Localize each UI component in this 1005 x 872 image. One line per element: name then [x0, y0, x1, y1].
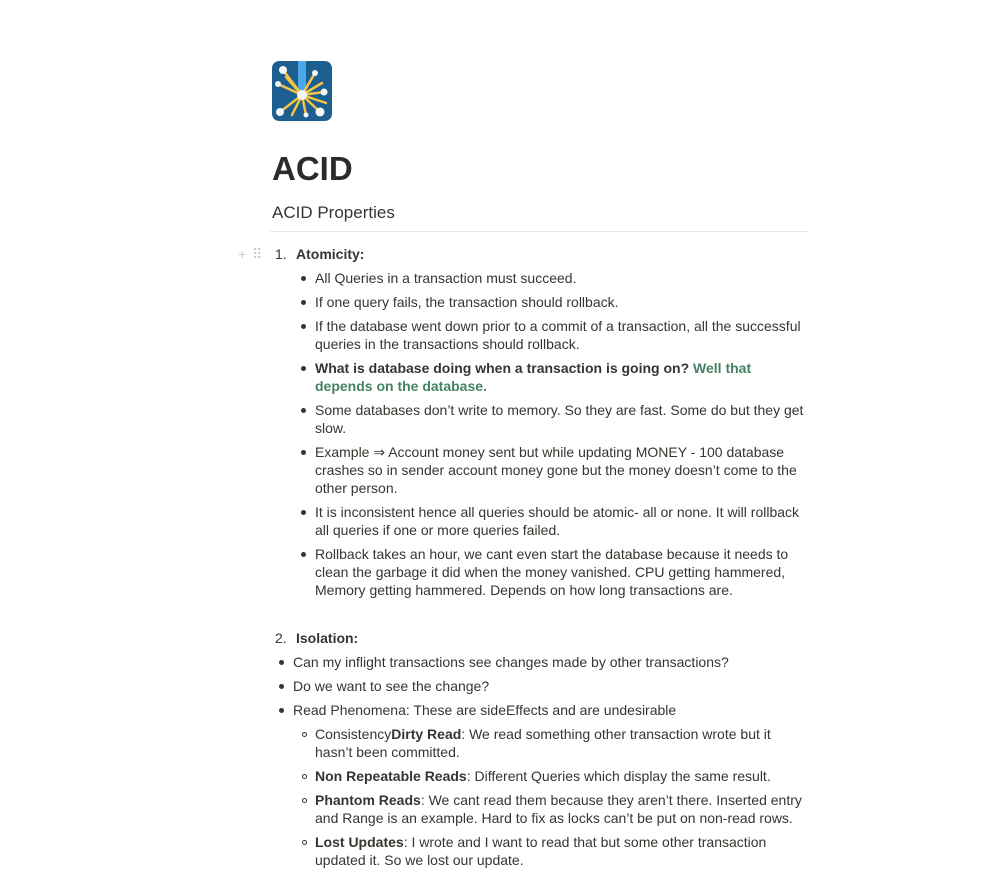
circle-bullet-icon — [294, 767, 315, 785]
text-run: : We cant read them because they aren’t there. Inserted entry and Range is an example. Hard to fix as locks can’t be put on non-read rows. — [315, 792, 802, 826]
page-title: ACID — [272, 150, 353, 187]
text-run: Consistency — [315, 726, 392, 742]
text-run: Do we want to see the change? — [293, 678, 490, 694]
text-run: : We read something other transaction wrote but it hasn’t been committed. — [315, 726, 771, 760]
bullet-list — [272, 650, 808, 872]
list-item — [294, 500, 808, 542]
bullet-icon — [294, 503, 315, 539]
bullet-icon — [294, 317, 315, 353]
bullet-icon — [294, 545, 315, 599]
circle-bullet-icon — [294, 833, 315, 869]
empty-block — [272, 602, 808, 626]
text-run: : I wrote and I want to read that but some other transaction updated it. So we lost our update. — [315, 834, 767, 868]
text-run: Non Repeatable Reads — [315, 768, 467, 784]
list-item — [294, 830, 808, 872]
circle-bullet-icon — [294, 791, 315, 827]
text-run: Can my inflight transactions see changes made by other transactions? — [293, 654, 729, 670]
bullet-icon — [294, 359, 315, 395]
list-item — [294, 398, 808, 440]
item-title: Isolation: — [296, 630, 359, 646]
numbered-item — [272, 626, 808, 650]
text-run: Dirty Read — [391, 726, 462, 742]
text-run: Some databases don’t write to memory. So they are fast. Some do but they get slow. — [315, 402, 804, 436]
list-item — [272, 674, 808, 698]
network-hub-icon[interactable] — [272, 61, 332, 121]
numbered-item — [238, 242, 808, 266]
list-item — [272, 698, 808, 722]
text-run: : Different Queries which display the same result. — [466, 768, 771, 784]
bullet-icon — [294, 443, 315, 497]
circle-bullet-icon — [294, 725, 315, 761]
list-item — [272, 650, 808, 674]
text-run: If one query fails, the transaction should rollback. — [315, 294, 619, 310]
list-item — [294, 314, 808, 356]
sub-bullet-list — [294, 722, 808, 872]
bullet-icon — [272, 653, 293, 671]
list-item — [294, 266, 808, 290]
item-title: Atomicity: — [296, 246, 365, 262]
text-run: Example ⇒ Account money sent but while updating MONEY - 100 database crashes so in sender account money gone but the money doesn’t come to the other person. — [315, 444, 797, 496]
text-run: What is database doing when a transaction is going on? — [315, 360, 694, 376]
list-item — [294, 290, 808, 314]
list-item — [294, 764, 808, 788]
list-item — [294, 542, 808, 602]
item-number: 2. — [275, 630, 287, 646]
bullet-icon — [294, 269, 315, 287]
section-heading: ACID Properties — [270, 201, 808, 232]
text-run: Phantom Reads — [315, 792, 421, 808]
list-item — [294, 722, 808, 764]
text-run: Well that depends on the database. — [315, 360, 752, 394]
bullet-icon — [272, 701, 293, 719]
bullet-icon — [272, 677, 293, 695]
page — [238, 61, 808, 872]
text-run: All Queries in a transaction must succeed. — [315, 270, 577, 286]
bullet-list — [294, 266, 808, 602]
item-number: 1. — [275, 246, 287, 262]
bullet-icon — [294, 401, 315, 437]
drag-handle-icon[interactable]: +⠿ — [238, 246, 269, 262]
text-run: If the database went down prior to a commit of a transaction, all the successful queries in the transactions should rollback. — [315, 318, 801, 352]
list-item — [294, 440, 808, 500]
bullet-icon — [294, 293, 315, 311]
text-run: It is inconsistent hence all queries should be atomic- all or none. It will rollback all queries if one or more queries failed. — [315, 504, 800, 538]
text-run: Rollback takes an hour, we cant even start the database because it needs to clean the garbage it did when the money vanished. CPU getting hammered, Memory getting hammered. Depends on how long transactions are. — [315, 546, 789, 598]
text-run: Lost Updates — [315, 834, 404, 850]
list-item — [294, 788, 808, 830]
list-item — [294, 356, 808, 398]
text-run: Read Phenomena: These are sideEffects and are undesirable — [293, 702, 677, 718]
